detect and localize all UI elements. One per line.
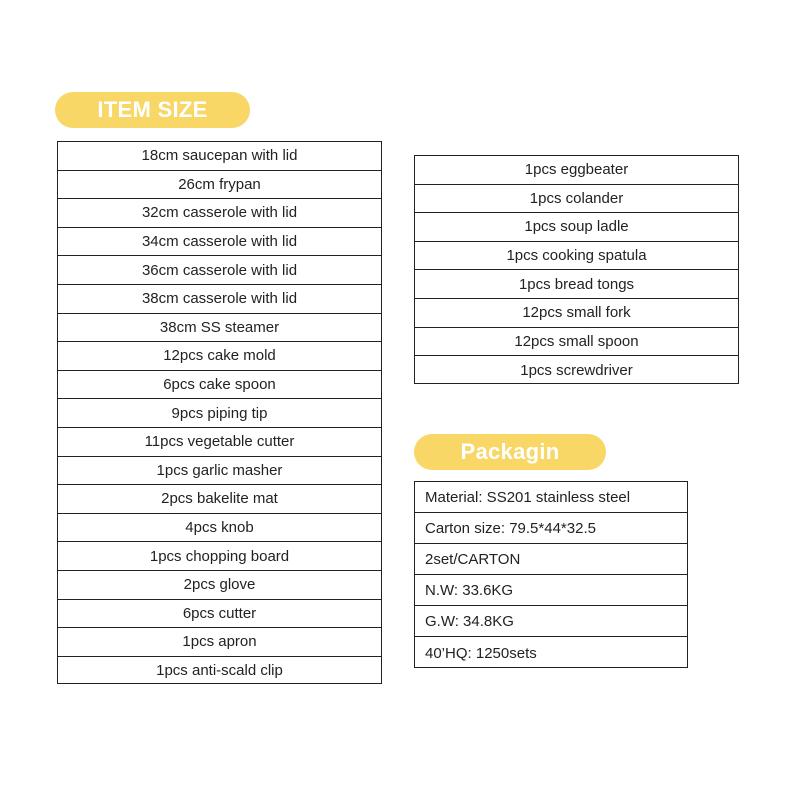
packaging-table — [414, 481, 688, 668]
packaging-heading: Packagin — [414, 434, 606, 470]
table-row: 18cm saucepan with lid — [58, 142, 381, 171]
table-row: 1pcs screwdriver — [520, 361, 633, 379]
table-row: 32cm casserole with lid — [58, 199, 381, 228]
table-row: 38cm SS steamer — [58, 314, 381, 343]
table-row: 40’HQ: 1250sets — [425, 644, 537, 662]
table-row: 2set/CARTON — [415, 544, 687, 575]
table-row: G.W: 34.8KG — [415, 606, 687, 637]
table-row: 1pcs bread tongs — [415, 270, 738, 299]
table-row: 6pcs cutter — [58, 600, 381, 629]
table-row: 1pcs cooking spatula — [415, 242, 738, 271]
table-row: Carton size: 79.5*44*32.5 — [415, 513, 687, 544]
table-row: 9pcs piping tip — [58, 399, 381, 428]
table-row: 1pcs eggbeater — [415, 156, 738, 185]
table-row: 12pcs small spoon — [415, 328, 738, 357]
table-row: N.W: 33.6KG — [415, 575, 687, 606]
table-row: 1pcs soup ladle — [415, 213, 738, 242]
tools-table — [414, 155, 739, 384]
table-row: 12pcs cake mold — [58, 342, 381, 371]
table-row: 2pcs glove — [58, 571, 381, 600]
table-row: 12pcs small fork — [415, 299, 738, 328]
table-row: 1pcs anti-scald clip — [156, 662, 283, 680]
table-row: 1pcs apron — [58, 628, 381, 657]
table-row: 4pcs knob — [58, 514, 381, 543]
table-row: 11pcs vegetable cutter — [58, 428, 381, 457]
table-row: 38cm casserole with lid — [58, 285, 381, 314]
table-row: 1pcs garlic masher — [58, 457, 381, 486]
table-row: 26cm frypan — [58, 171, 381, 200]
table-row: 1pcs chopping board — [58, 542, 381, 571]
table-row: Material: SS201 stainless steel — [415, 482, 687, 513]
table-row: 1pcs colander — [415, 185, 738, 214]
table-row: 36cm casserole with lid — [58, 256, 381, 285]
table-row: 34cm casserole with lid — [58, 228, 381, 257]
item-size-table — [57, 141, 382, 684]
table-row: 2pcs bakelite mat — [58, 485, 381, 514]
item-size-heading: ITEM SIZE — [55, 92, 250, 128]
table-row: 6pcs cake spoon — [58, 371, 381, 400]
